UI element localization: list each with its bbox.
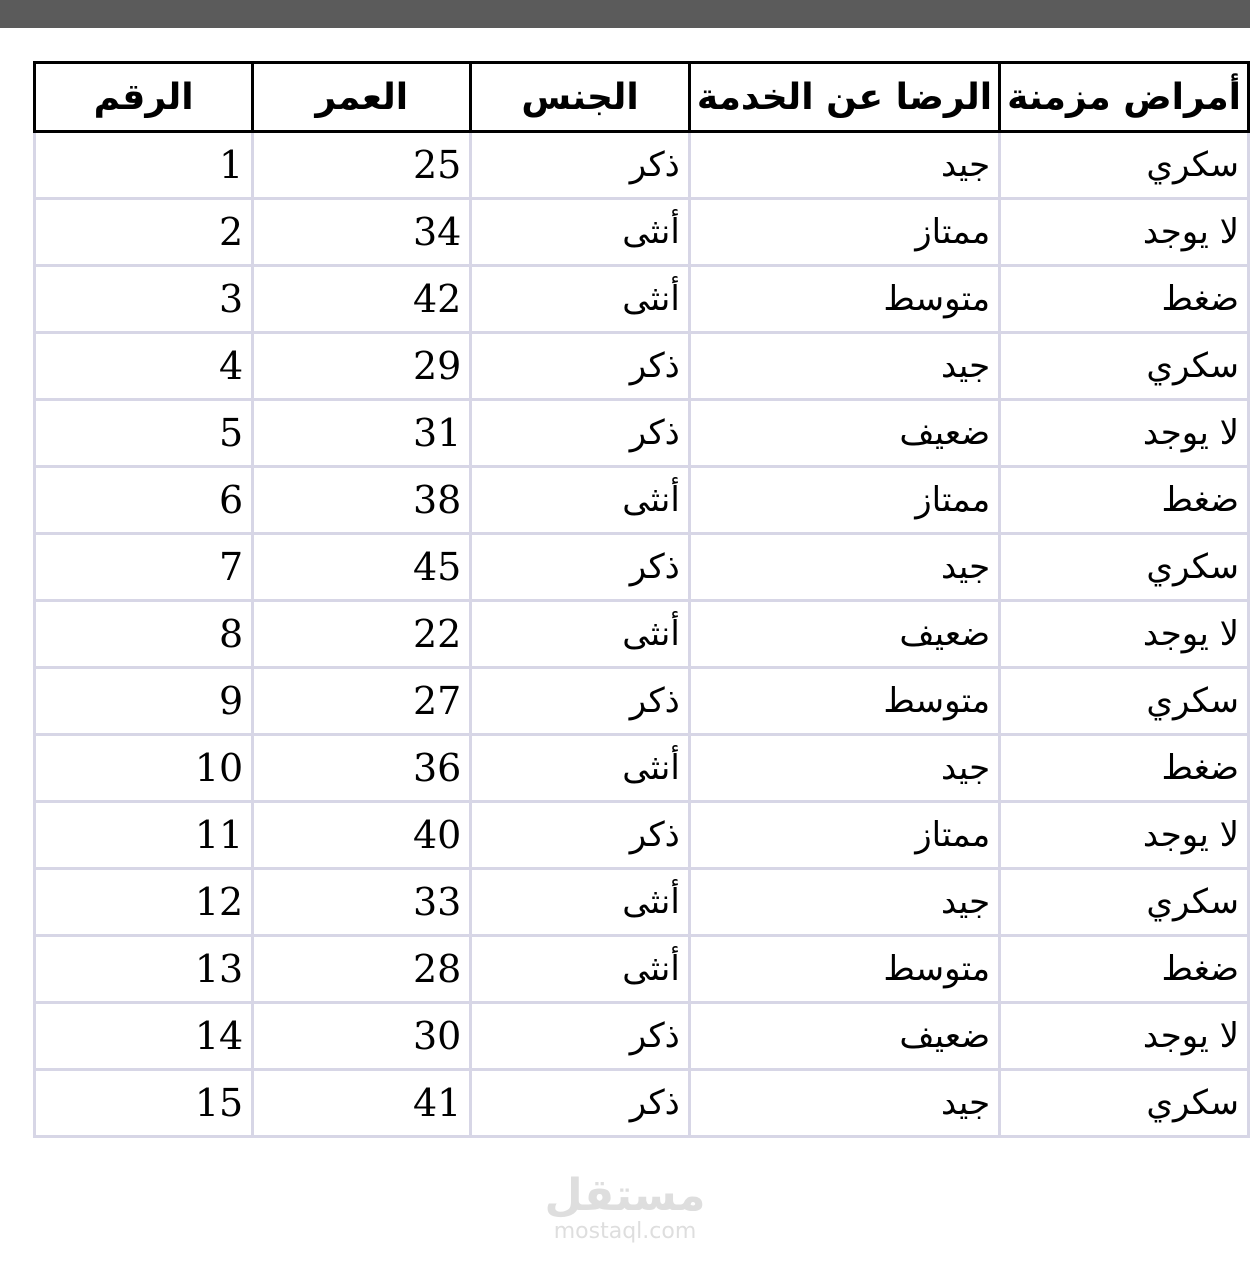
cell-chronic-disease[interactable]: ضغط (1000, 266, 1249, 333)
cell-satisfaction[interactable]: ممتاز (689, 199, 999, 266)
cell-gender[interactable]: ذكر (471, 1003, 690, 1070)
cell-age[interactable]: 36 (253, 735, 471, 802)
table-row (35, 400, 1249, 467)
cell-age[interactable]: 38 (253, 467, 471, 534)
cell-age[interactable]: 45 (253, 534, 471, 601)
cell-number[interactable]: 6 (35, 467, 253, 534)
cell-satisfaction[interactable]: جيد (689, 333, 999, 400)
table-row (35, 936, 1249, 1003)
cell-number[interactable]: 10 (35, 735, 253, 802)
cell-satisfaction[interactable]: ممتاز (689, 467, 999, 534)
cell-chronic-disease[interactable]: لا يوجد (1000, 199, 1249, 266)
cell-age[interactable]: 41 (253, 1070, 471, 1137)
cell-satisfaction[interactable]: ضعيف (689, 601, 999, 668)
cell-number[interactable]: 5 (35, 400, 253, 467)
table-row (35, 132, 1249, 199)
cell-chronic-disease[interactable]: ضغط (1000, 467, 1249, 534)
cell-chronic-disease[interactable]: سكري (1000, 333, 1249, 400)
cell-gender[interactable]: ذكر (471, 534, 690, 601)
cell-chronic-disease[interactable]: سكري (1000, 534, 1249, 601)
cell-satisfaction[interactable]: جيد (689, 132, 999, 199)
cell-satisfaction[interactable]: جيد (689, 869, 999, 936)
cell-number[interactable]: 8 (35, 601, 253, 668)
cell-number[interactable]: 2 (35, 199, 253, 266)
table-row (35, 802, 1249, 869)
cell-satisfaction[interactable]: متوسط (689, 936, 999, 1003)
table-row (35, 534, 1249, 601)
cell-age[interactable]: 29 (253, 333, 471, 400)
cell-age[interactable]: 40 (253, 802, 471, 869)
cell-gender[interactable]: أنثى (471, 735, 690, 802)
header-chronic-diseases[interactable]: أمراض مزمنة (1000, 63, 1249, 132)
cell-chronic-disease[interactable]: سكري (1000, 1070, 1249, 1137)
cell-chronic-disease[interactable]: سكري (1000, 132, 1249, 199)
cell-gender[interactable]: أنثى (471, 266, 690, 333)
header-gender[interactable]: الجنس (471, 63, 690, 132)
cell-gender[interactable]: ذكر (471, 333, 690, 400)
cell-number[interactable]: 12 (35, 869, 253, 936)
cell-age[interactable]: 42 (253, 266, 471, 333)
cell-age[interactable]: 27 (253, 668, 471, 735)
header-satisfaction[interactable]: الرضا عن الخدمة (689, 63, 999, 132)
cell-chronic-disease[interactable]: سكري (1000, 668, 1249, 735)
cell-satisfaction[interactable]: ضعيف (689, 400, 999, 467)
cell-number[interactable]: 9 (35, 668, 253, 735)
cell-chronic-disease[interactable]: لا يوجد (1000, 802, 1249, 869)
cell-gender[interactable]: أنثى (471, 199, 690, 266)
cell-gender[interactable]: أنثى (471, 936, 690, 1003)
cell-age[interactable]: 34 (253, 199, 471, 266)
cell-age[interactable]: 33 (253, 869, 471, 936)
table-row (35, 735, 1249, 802)
table-row (35, 266, 1249, 333)
cell-age[interactable]: 22 (253, 601, 471, 668)
cell-age[interactable]: 30 (253, 1003, 471, 1070)
top-bar (0, 0, 1250, 28)
table-body (35, 132, 1249, 1137)
cell-age[interactable]: 31 (253, 400, 471, 467)
cell-satisfaction[interactable]: متوسط (689, 266, 999, 333)
cell-gender[interactable]: ذكر (471, 1070, 690, 1137)
table-row (35, 668, 1249, 735)
cell-chronic-disease[interactable]: لا يوجد (1000, 400, 1249, 467)
cell-satisfaction[interactable]: جيد (689, 735, 999, 802)
cell-satisfaction[interactable]: ممتاز (689, 802, 999, 869)
cell-number[interactable]: 4 (35, 333, 253, 400)
data-table (33, 61, 1250, 1138)
table-header (35, 63, 1249, 132)
table-row (35, 869, 1249, 936)
header-number[interactable]: الرقم (35, 63, 253, 132)
watermark-logo-text: مستقل (544, 1170, 706, 1221)
cell-number[interactable]: 13 (35, 936, 253, 1003)
cell-gender[interactable]: ذكر (471, 132, 690, 199)
table-row (35, 333, 1249, 400)
cell-gender[interactable]: ذكر (471, 400, 690, 467)
header-age[interactable]: العمر (253, 63, 471, 132)
cell-number[interactable]: 11 (35, 802, 253, 869)
cell-number[interactable]: 7 (35, 534, 253, 601)
cell-number[interactable]: 15 (35, 1070, 253, 1137)
cell-chronic-disease[interactable]: سكري (1000, 869, 1249, 936)
cell-satisfaction[interactable]: جيد (689, 1070, 999, 1137)
cell-gender[interactable]: ذكر (471, 802, 690, 869)
cell-gender[interactable]: ذكر (471, 668, 690, 735)
cell-number[interactable]: 14 (35, 1003, 253, 1070)
cell-gender[interactable]: أنثى (471, 601, 690, 668)
cell-gender[interactable]: أنثى (471, 869, 690, 936)
watermark (0, 1172, 1250, 1244)
cell-satisfaction[interactable]: ضعيف (689, 1003, 999, 1070)
table-row (35, 1070, 1249, 1137)
cell-chronic-disease[interactable]: ضغط (1000, 735, 1249, 802)
cell-age[interactable]: 28 (253, 936, 471, 1003)
cell-chronic-disease[interactable]: لا يوجد (1000, 601, 1249, 668)
cell-satisfaction[interactable]: متوسط (689, 668, 999, 735)
cell-satisfaction[interactable]: جيد (689, 534, 999, 601)
cell-number[interactable]: 1 (35, 132, 253, 199)
cell-chronic-disease[interactable]: ضغط (1000, 936, 1249, 1003)
table-row (35, 601, 1249, 668)
table-row (35, 199, 1249, 266)
table-row (35, 467, 1249, 534)
watermark-url: mostaql.com (553, 1219, 697, 1244)
cell-gender[interactable]: أنثى (471, 467, 690, 534)
cell-chronic-disease[interactable]: لا يوجد (1000, 1003, 1249, 1070)
cell-age[interactable]: 25 (253, 132, 471, 199)
cell-number[interactable]: 3 (35, 266, 253, 333)
table-row (35, 1003, 1249, 1070)
